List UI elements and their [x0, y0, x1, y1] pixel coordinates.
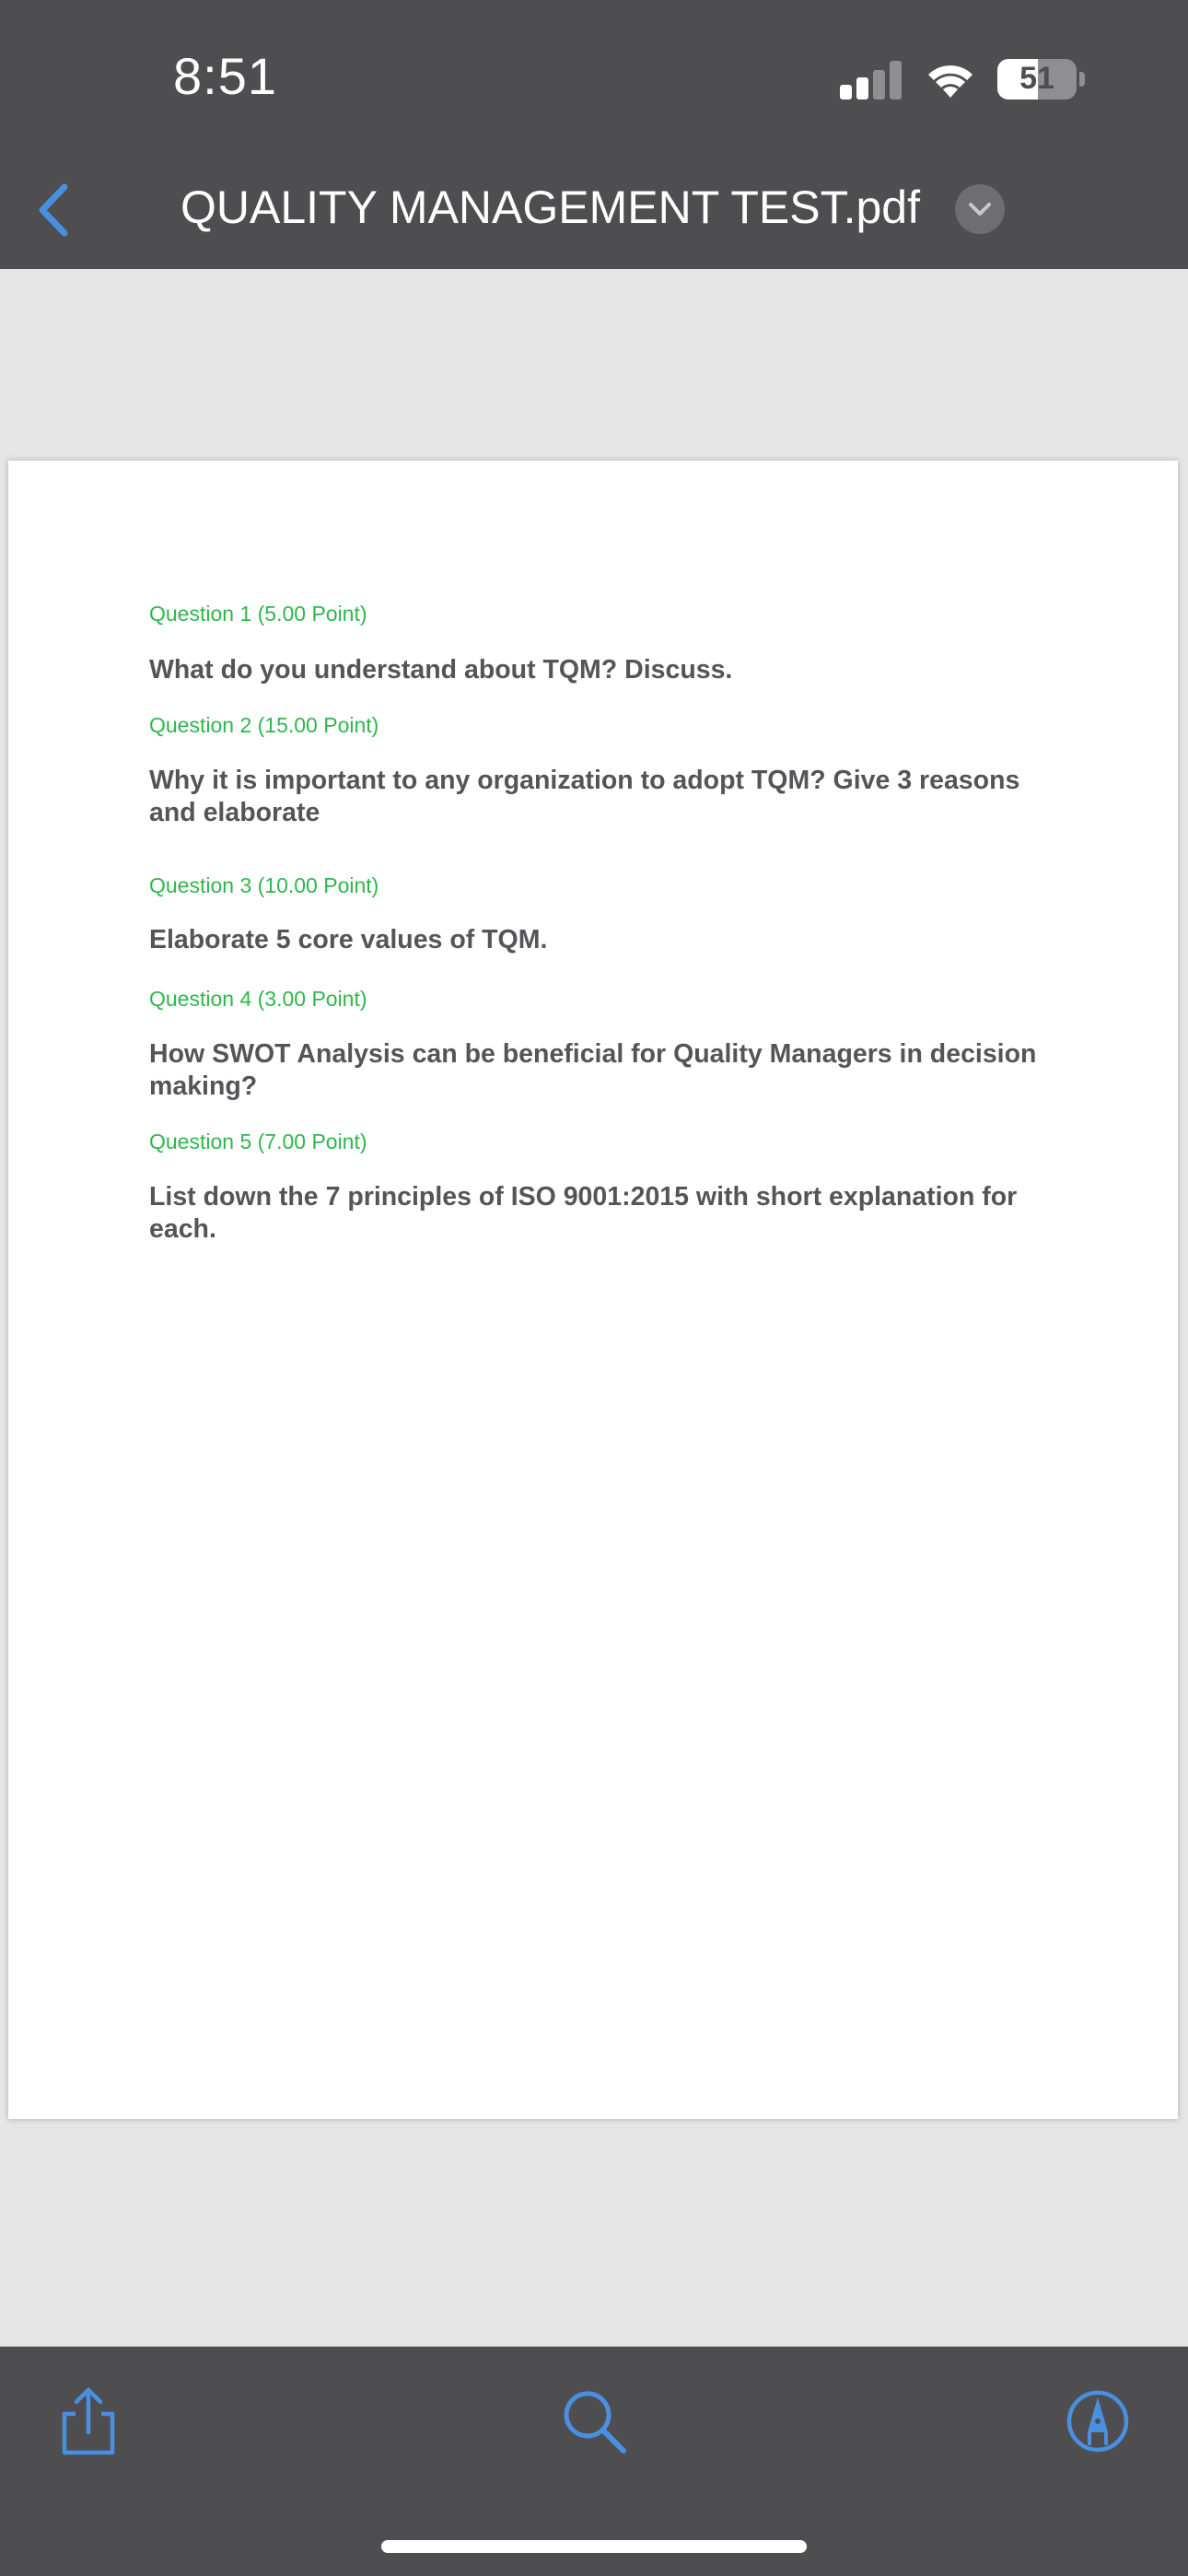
markup-pen-icon [1061, 2384, 1135, 2458]
question-4-label: Question 4 (3.00 Point) [149, 987, 367, 1011]
question-1-text: What do you understand about TQM? Discuss. [149, 655, 733, 685]
battery-nub [1079, 72, 1085, 87]
battery-indicator [997, 59, 1077, 100]
search-icon [557, 2384, 631, 2458]
share-icon [52, 2384, 125, 2458]
battery-percent: 51 [1019, 61, 1054, 96]
question-2-text: Why it is important to any organization to adopt TQM? Give 3 reasons and elaborate [149, 766, 1020, 827]
chevron-left-icon [35, 181, 72, 239]
chevron-down-icon [967, 201, 993, 217]
question-5-label: Question 5 (7.00 Point) [149, 1130, 367, 1153]
share-button[interactable] [52, 2384, 125, 2458]
top-bar [0, 0, 1188, 269]
pdf-page [8, 461, 1178, 2119]
search-button[interactable] [557, 2384, 631, 2458]
question-4-text: How SWOT Analysis can be beneficial for Quality Managers in decision making? [149, 1039, 1037, 1101]
question-1-label: Question 1 (5.00 Point) [149, 602, 367, 626]
home-indicator[interactable] [381, 2540, 807, 2553]
markup-button[interactable] [1061, 2384, 1135, 2458]
back-button[interactable] [26, 177, 81, 243]
wifi-icon [923, 57, 978, 100]
question-3-label: Question 3 (10.00 Point) [149, 873, 379, 897]
title-menu-button[interactable] [955, 184, 1005, 234]
question-2-label: Question 2 (15.00 Point) [149, 713, 379, 737]
status-time: 8:51 [173, 47, 277, 105]
document-title[interactable]: QUALITY MANAGEMENT TEST.pdf [181, 181, 921, 233]
cellular-signal-icon [840, 61, 904, 100]
question-3-text: Elaborate 5 core values of TQM. [149, 925, 548, 954]
question-5-text: List down the 7 principles of ISO 9001:2015 with short explanation for each. [149, 1182, 1018, 1244]
